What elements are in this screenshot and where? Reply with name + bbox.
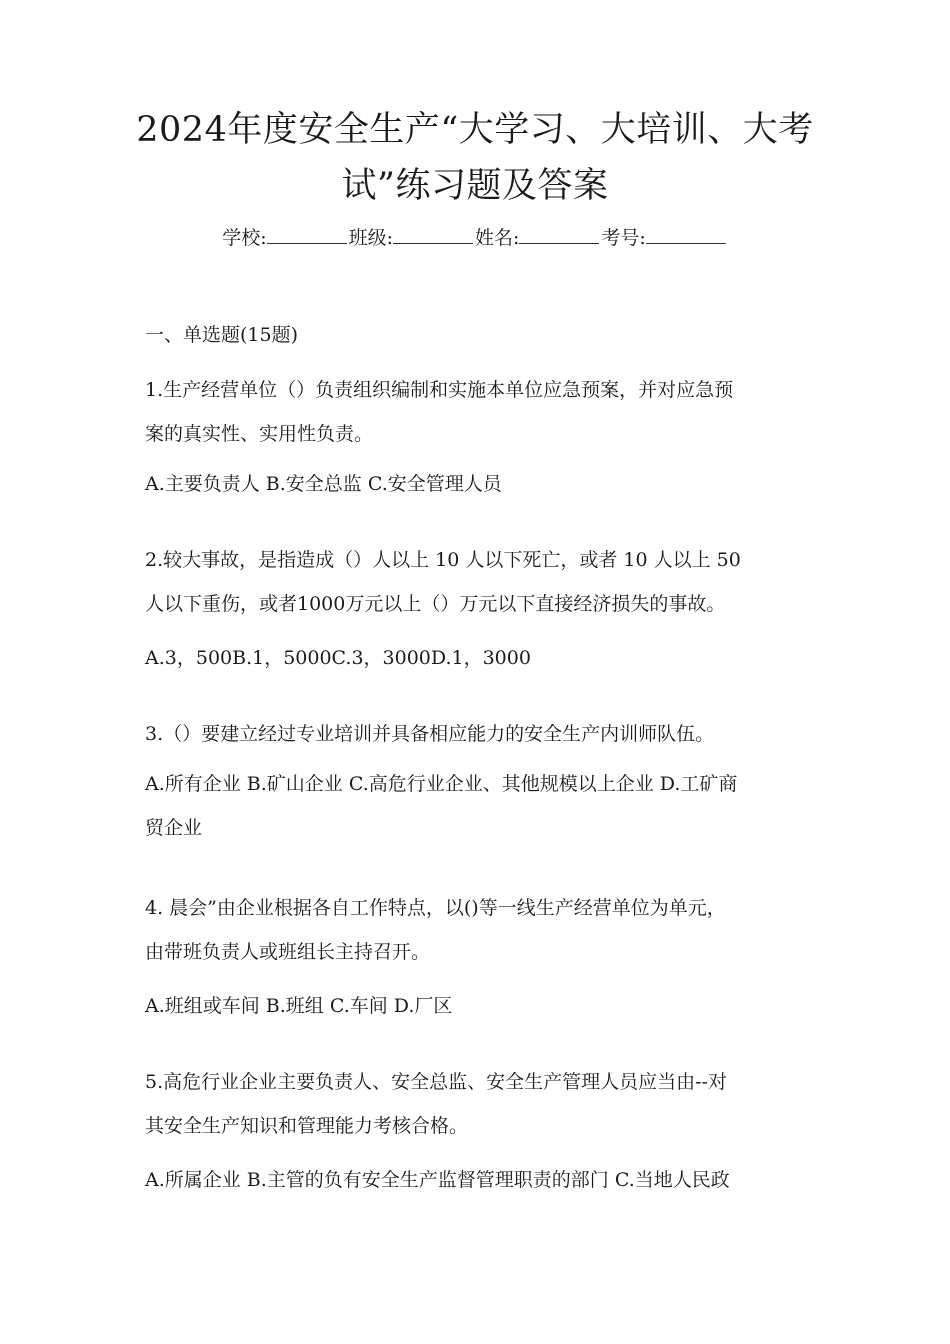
class-blank — [393, 225, 473, 244]
question-3-options — [145, 762, 810, 850]
options-line: A.主要负责人 B.安全总监 C.安全管理人员 — [145, 473, 502, 495]
student-info-row — [0, 224, 950, 252]
question-5 — [145, 1060, 810, 1148]
options-line: A.3，500B.1，5000C.3，3000D.1，3000 — [145, 647, 531, 669]
question-5-options — [145, 1158, 810, 1202]
class-label: 班级: — [348, 227, 393, 249]
question-text-line: 由带班负责人或班组长主持召开。 — [145, 941, 431, 963]
question-1-options — [145, 462, 810, 506]
options-line: A.所有企业 B.矿山企业 C.高危行业企业、其他规模以上企业 D.工矿商 — [145, 773, 738, 795]
document-title — [100, 102, 850, 214]
question-3 — [145, 712, 810, 756]
question-text-line: 案的真实性、实用性负责。 — [145, 423, 374, 445]
question-text-line: 2.较大事故，是指造成（）人以上 10 人以下死亡，或者 10 人以上 50 — [145, 549, 741, 571]
options-line: A.所属企业 B.主管的负有安全生产监督管理职责的部门 C.当地人民政 — [145, 1169, 730, 1191]
options-line: 贸企业 — [145, 817, 203, 839]
number-label: 考号: — [601, 227, 646, 249]
number-blank — [646, 225, 726, 244]
school-blank — [267, 225, 347, 244]
question-4-options — [145, 984, 810, 1028]
school-label: 学校: — [222, 227, 267, 249]
question-text-line: 5.高危行业企业主要负责人、安全总监、安全生产管理人员应当由--对 — [145, 1071, 727, 1093]
question-1 — [145, 368, 810, 456]
options-line: A.班组或车间 B.班组 C.车间 D.厂区 — [145, 995, 453, 1017]
question-text-line: 4. 晨会”由企业根据各自工作特点，以()等一线生产经营单位为单元， — [145, 897, 726, 919]
question-2-options — [145, 636, 810, 680]
question-2 — [145, 538, 810, 626]
question-text-line: 3.（）要建立经过专业培训并具备相应能力的安全生产内训师队伍。 — [145, 723, 715, 745]
question-4 — [145, 886, 810, 974]
name-label: 姓名: — [475, 227, 520, 249]
title-line-1: 2024年度安全生产“大学习、大培训、大考 — [136, 110, 814, 150]
title-line-2: 试”练习题及答案 — [341, 166, 609, 206]
question-text-line: 1.生产经营单位（）负责组织编制和实施本单位应急预案，并对应急预 — [145, 379, 734, 401]
question-text-line: 人以下重伤，或者1000万元以上（）万元以下直接经济损失的事故。 — [145, 593, 726, 615]
name-blank — [519, 225, 599, 244]
question-text-line: 其安全生产知识和管理能力考核合格。 — [145, 1115, 469, 1137]
section-heading: 一、单选题(15题) — [145, 324, 299, 346]
